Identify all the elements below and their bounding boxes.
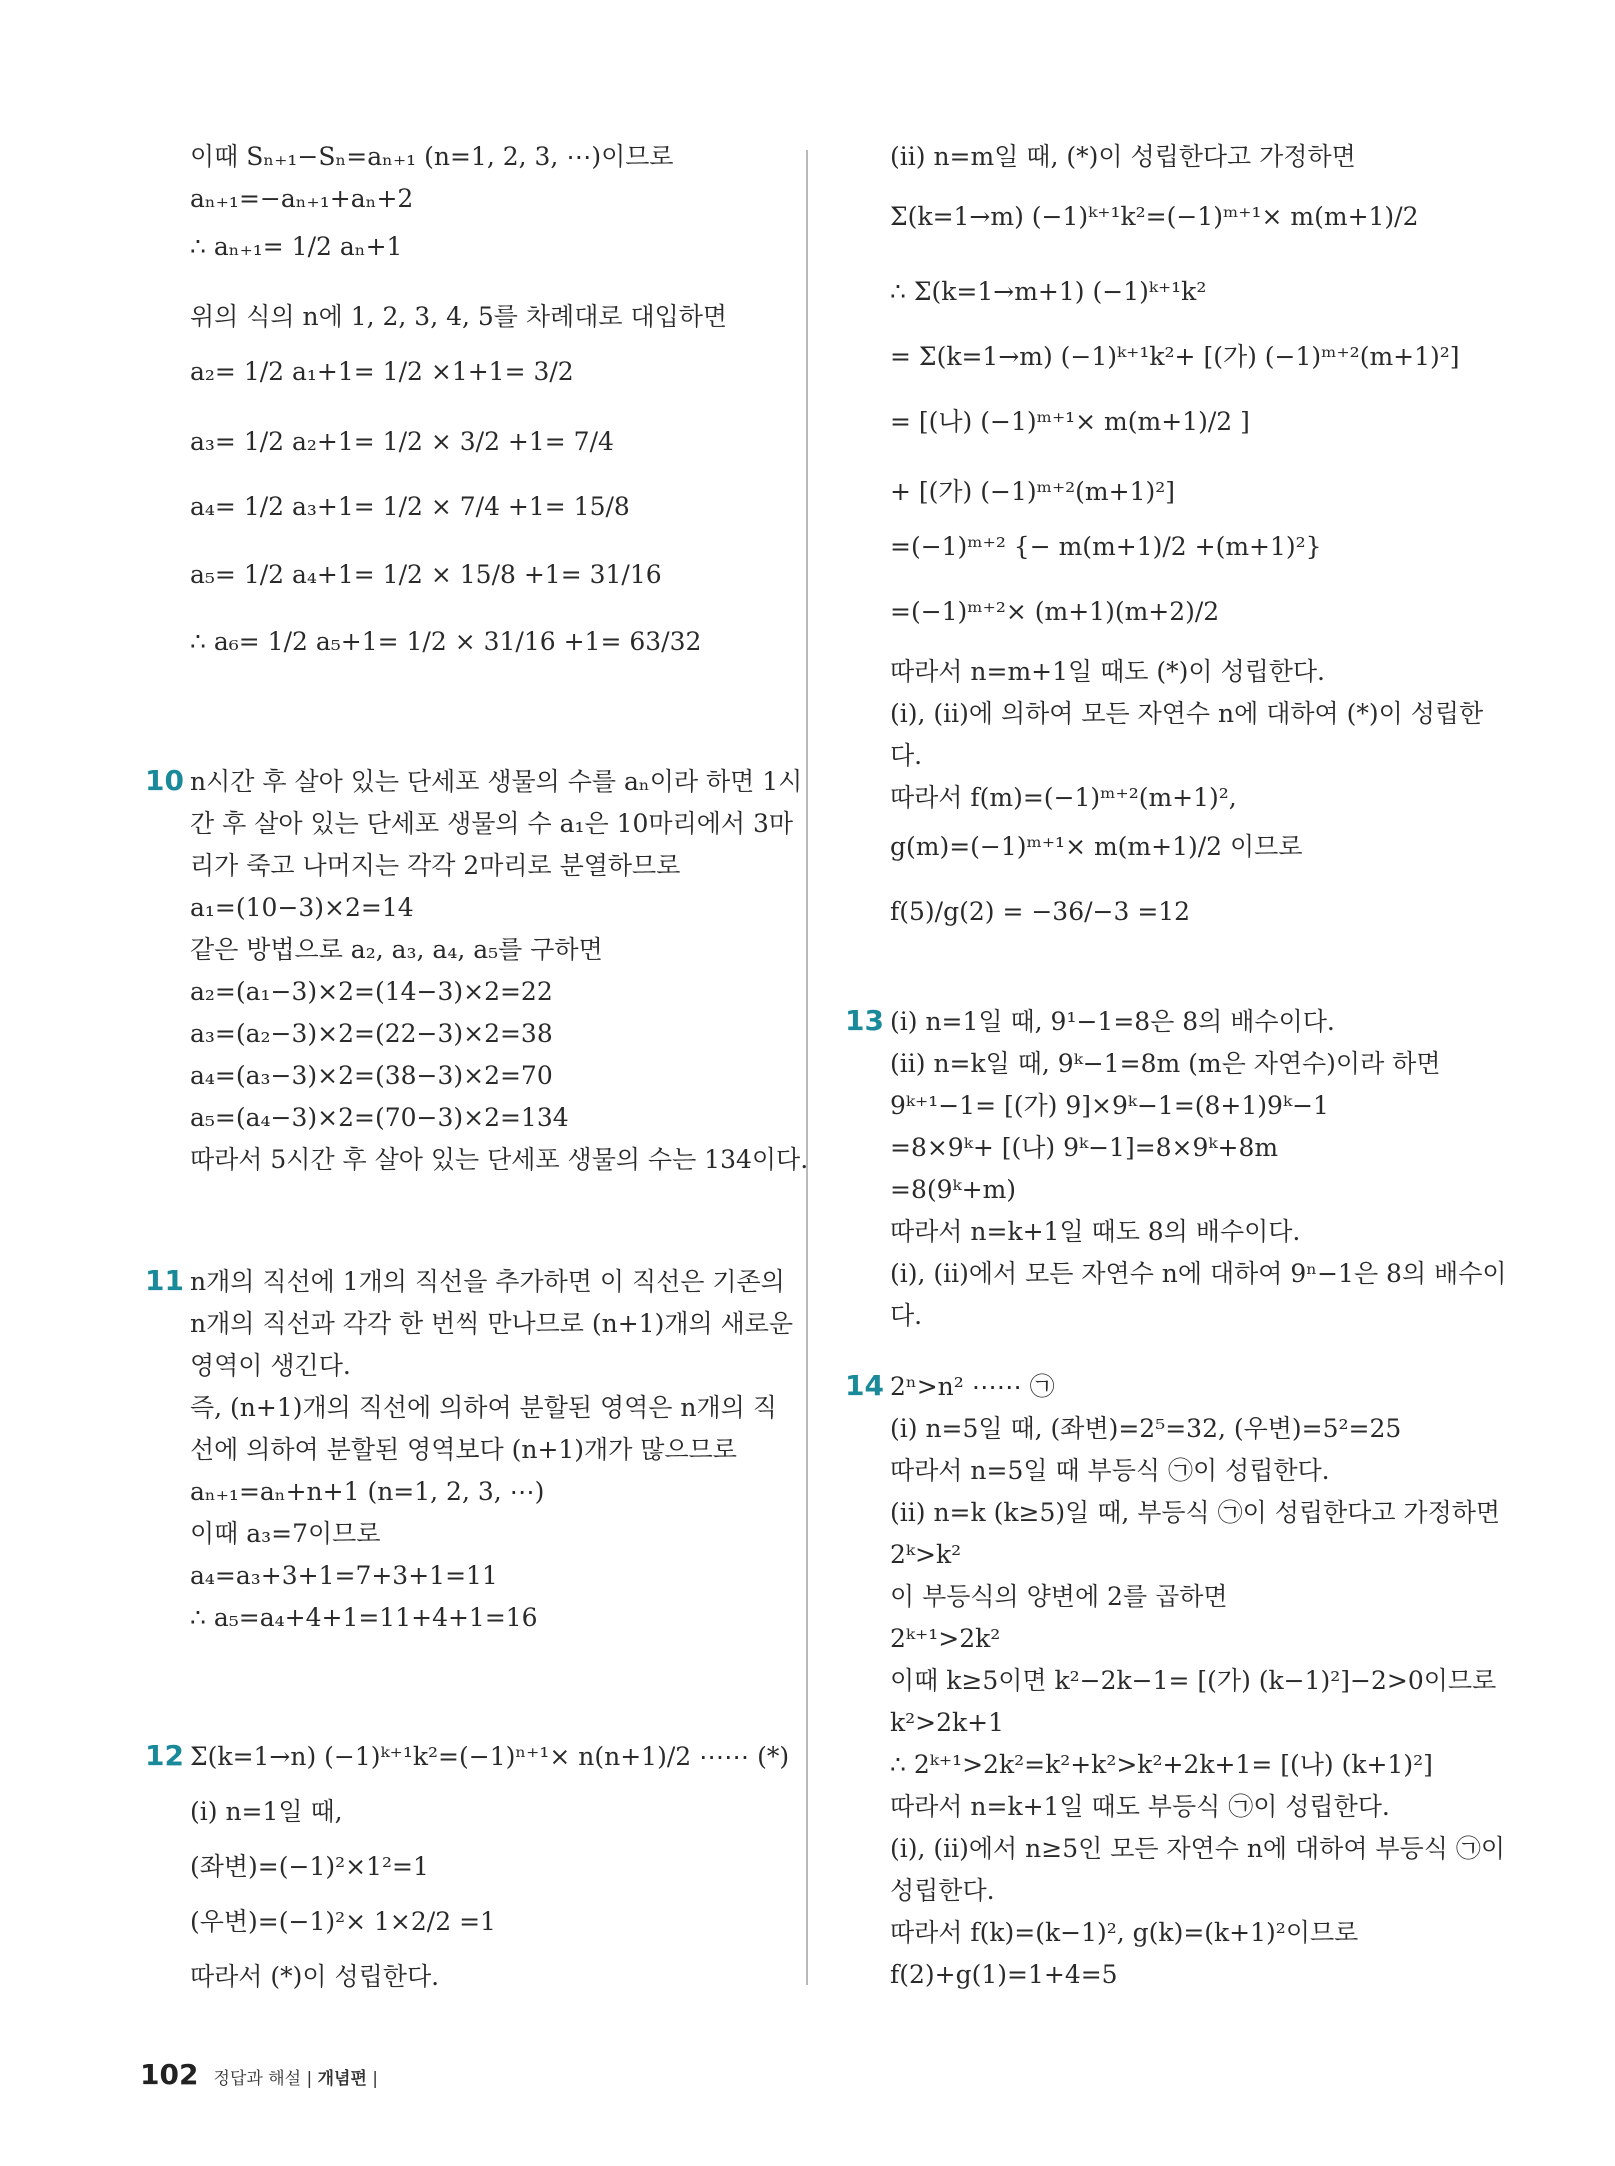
solution-line: (ⅰ) n=5일 때, (좌변)=2⁵=32, (우변)=5²=25 xyxy=(890,1414,1402,1443)
solution-line: 선에 의하여 분할된 영역보다 (n+1)개가 많으므로 xyxy=(190,1435,737,1464)
solution-line: 리가 죽고 나머지는 각각 2마리로 분열하므로 xyxy=(190,851,681,880)
solution-line: 이 부등식의 양변에 2를 곱하면 xyxy=(890,1582,1228,1611)
solution-line: = Σ(k=1→m) (−1)ᵏ⁺¹k²+ [(가) (−1)ᵐ⁺²(m+1)²] xyxy=(890,342,1460,371)
page-number: 102 xyxy=(140,2058,199,2091)
footer-label xyxy=(214,2069,378,2089)
footer-separator: | xyxy=(306,2069,313,2089)
solution-line: ∴ a₆= 1/2 a₅+1= 1/2 × 31/16 +1= 63/32 xyxy=(190,627,702,656)
solution-line: (ⅱ) n=k (k≥5)일 때, 부등식 ㉠이 성립한다고 가정하면 xyxy=(890,1498,1501,1527)
solution-line: f(5)/g(2) = −36/−3 =12 xyxy=(890,897,1191,926)
page-footer xyxy=(140,2058,378,2091)
solution-line: = [(나) (−1)ᵐ⁺¹× m(m+1)/2 ] xyxy=(890,407,1250,436)
solution-line: 2ⁿ>n² ⋯⋯ ㉠ xyxy=(890,1372,1055,1401)
solution-line: =8(9ᵏ+m) xyxy=(890,1175,1017,1204)
solution-line: a₅= 1/2 a₄+1= 1/2 × 15/8 +1= 31/16 xyxy=(190,560,662,589)
solution-line: ∴ aₙ₊₁= 1/2 aₙ+1 xyxy=(190,232,403,261)
footer-separator-2: | xyxy=(372,2069,379,2089)
solution-line: 따라서 n=m+1일 때도 (*)이 성립한다. xyxy=(890,657,1325,686)
solution-line: k²>2k+1 xyxy=(890,1708,1005,1737)
solution-line: 영역이 생긴다. xyxy=(190,1351,351,1380)
solution-line: n개의 직선에 1개의 직선을 추가하면 이 직선은 기존의 xyxy=(190,1267,785,1296)
solution-line: a₁=(10−3)×2=14 xyxy=(190,893,414,922)
solution-line: 성립한다. xyxy=(890,1876,995,1905)
solution-line: (ⅱ) n=m일 때, (*)이 성립한다고 가정하면 xyxy=(890,142,1356,171)
solution-line: 따라서 n=5일 때 부등식 ㉠이 성립한다. xyxy=(890,1456,1330,1485)
solution-line: (ⅰ), (ⅱ)에서 n≥5인 모든 자연수 n에 대하여 부등식 ㉠이 xyxy=(890,1834,1505,1863)
solution-line: 간 후 살아 있는 단세포 생물의 수 a₁은 10마리에서 3마 xyxy=(190,809,794,838)
solution-line: n개의 직선과 각각 한 번씩 만나므로 (n+1)개의 새로운 xyxy=(190,1309,794,1338)
solution-line: 따라서 5시간 후 살아 있는 단세포 생물의 수는 134이다. xyxy=(190,1145,809,1174)
solution-line: Σ(k=1→m) (−1)ᵏ⁺¹k²=(−1)ᵐ⁺¹× m(m+1)/2 xyxy=(890,202,1419,231)
solution-line: aₙ₊₁=−aₙ₊₁+aₙ+2 xyxy=(190,184,414,213)
problem-number: 14 xyxy=(845,1369,884,1402)
solution-line: 즉, (n+1)개의 직선에 의하여 분할된 영역은 n개의 직 xyxy=(190,1393,777,1422)
solution-line: =8×9ᵏ+ [(나) 9ᵏ−1]=8×9ᵏ+8m xyxy=(890,1133,1279,1162)
solution-line: 이때 a₃=7이므로 xyxy=(190,1519,381,1548)
solution-line: 따라서 n=k+1일 때도 8의 배수이다. xyxy=(890,1217,1301,1246)
solution-line: a₄=a₃+3+1=7+3+1=11 xyxy=(190,1561,498,1590)
footer-text: 정답과 해설 xyxy=(213,2069,302,2089)
solution-line: ∴ 2ᵏ⁺¹>2k²=k²+k²>k²+2k+1= [(나) (k+1)²] xyxy=(890,1750,1433,1779)
solution-line: f(2)+g(1)=1+4=5 xyxy=(890,1960,1118,1989)
solution-line: a₂= 1/2 a₁+1= 1/2 ×1+1= 3/2 xyxy=(190,357,574,386)
solution-line: (좌변)=(−1)²×1²=1 xyxy=(190,1852,429,1881)
problem-number: 10 xyxy=(145,764,184,797)
solution-line: (ⅰ) n=1일 때, xyxy=(190,1797,343,1826)
solution-line: a₃=(a₂−3)×2=(22−3)×2=38 xyxy=(190,1019,553,1048)
column-divider xyxy=(806,150,808,1985)
solution-line: 따라서 n=k+1일 때도 부등식 ㉠이 성립한다. xyxy=(890,1792,1390,1821)
solution-line: 2ᵏ>k² xyxy=(890,1540,962,1569)
solution-line: (ⅰ), (ⅱ)에서 모든 자연수 n에 대하여 9ⁿ−1은 8의 배수이 xyxy=(890,1259,1507,1288)
solution-line: Σ(k=1→n) (−1)ᵏ⁺¹k²=(−1)ⁿ⁺¹× n(n+1)/2 ⋯⋯ (*) xyxy=(190,1742,790,1771)
solution-line: 같은 방법으로 a₂, a₃, a₄, a₅를 구하면 xyxy=(190,935,603,964)
solution-line: 다. xyxy=(890,1301,923,1330)
solution-line: 9ᵏ⁺¹−1= [(가) 9]×9ᵏ−1=(8+1)9ᵏ−1 xyxy=(890,1091,1329,1120)
solution-line: ∴ a₅=a₄+4+1=11+4+1=16 xyxy=(190,1603,538,1632)
solution-line: 2ᵏ⁺¹>2k² xyxy=(890,1624,1001,1653)
solution-line: (ⅰ) n=1일 때, 9¹−1=8은 8의 배수이다. xyxy=(890,1007,1335,1036)
solution-line: =(−1)ᵐ⁺²× (m+1)(m+2)/2 xyxy=(890,597,1220,626)
solution-line: (우변)=(−1)²× 1×2/2 =1 xyxy=(190,1907,496,1936)
solution-line: aₙ₊₁=aₙ+n+1 (n=1, 2, 3, ⋯) xyxy=(190,1477,545,1506)
solution-line: a₅=(a₄−3)×2=(70−3)×2=134 xyxy=(190,1103,569,1132)
solution-line: =(−1)ᵐ⁺² {− m(m+1)/2 +(m+1)²} xyxy=(890,532,1322,561)
solution-line: ∴ Σ(k=1→m+1) (−1)ᵏ⁺¹k² xyxy=(890,277,1207,306)
solution-line: a₄= 1/2 a₃+1= 1/2 × 7/4 +1= 15/8 xyxy=(190,492,630,521)
solution-line: 위의 식의 n에 1, 2, 3, 4, 5를 차례대로 대입하면 xyxy=(190,302,728,331)
solution-line: 다. xyxy=(890,741,923,770)
solution-line: 따라서 f(k)=(k−1)², g(k)=(k+1)²이므로 xyxy=(890,1918,1359,1947)
solution-line: 따라서 (*)이 성립한다. xyxy=(190,1962,440,1991)
solution-line: + [(가) (−1)ᵐ⁺²(m+1)²] xyxy=(890,477,1176,506)
solution-line: 따라서 f(m)=(−1)ᵐ⁺²(m+1)², xyxy=(890,783,1237,812)
solution-line: n시간 후 살아 있는 단세포 생물의 수를 aₙ이라 하면 1시 xyxy=(190,767,803,796)
problem-number: 12 xyxy=(145,1739,184,1772)
solution-line: g(m)=(−1)ᵐ⁺¹× m(m+1)/2 이므로 xyxy=(890,832,1303,861)
solution-line: a₄=(a₃−3)×2=(38−3)×2=70 xyxy=(190,1061,553,1090)
solution-line: 이때 k≥5이면 k²−2k−1= [(가) (k−1)²]−2>0이므로 xyxy=(890,1666,1497,1695)
solution-line: a₂=(a₁−3)×2=(14−3)×2=22 xyxy=(190,977,553,1006)
problem-number: 13 xyxy=(845,1004,884,1037)
solution-line: a₃= 1/2 a₂+1= 1/2 × 3/2 +1= 7/4 xyxy=(190,427,614,456)
solution-line: (ⅱ) n=k일 때, 9ᵏ−1=8m (m은 자연수)이라 하면 xyxy=(890,1049,1441,1078)
problem-number: 11 xyxy=(145,1264,184,1297)
solution-line: (ⅰ), (ⅱ)에 의하여 모든 자연수 n에 대하여 (*)이 성립한 xyxy=(890,699,1484,728)
footer-section: 개념편 xyxy=(317,2069,367,2089)
solution-line: 이때 Sₙ₊₁−Sₙ=aₙ₊₁ (n=1, 2, 3, ⋯)이므로 xyxy=(190,142,674,171)
